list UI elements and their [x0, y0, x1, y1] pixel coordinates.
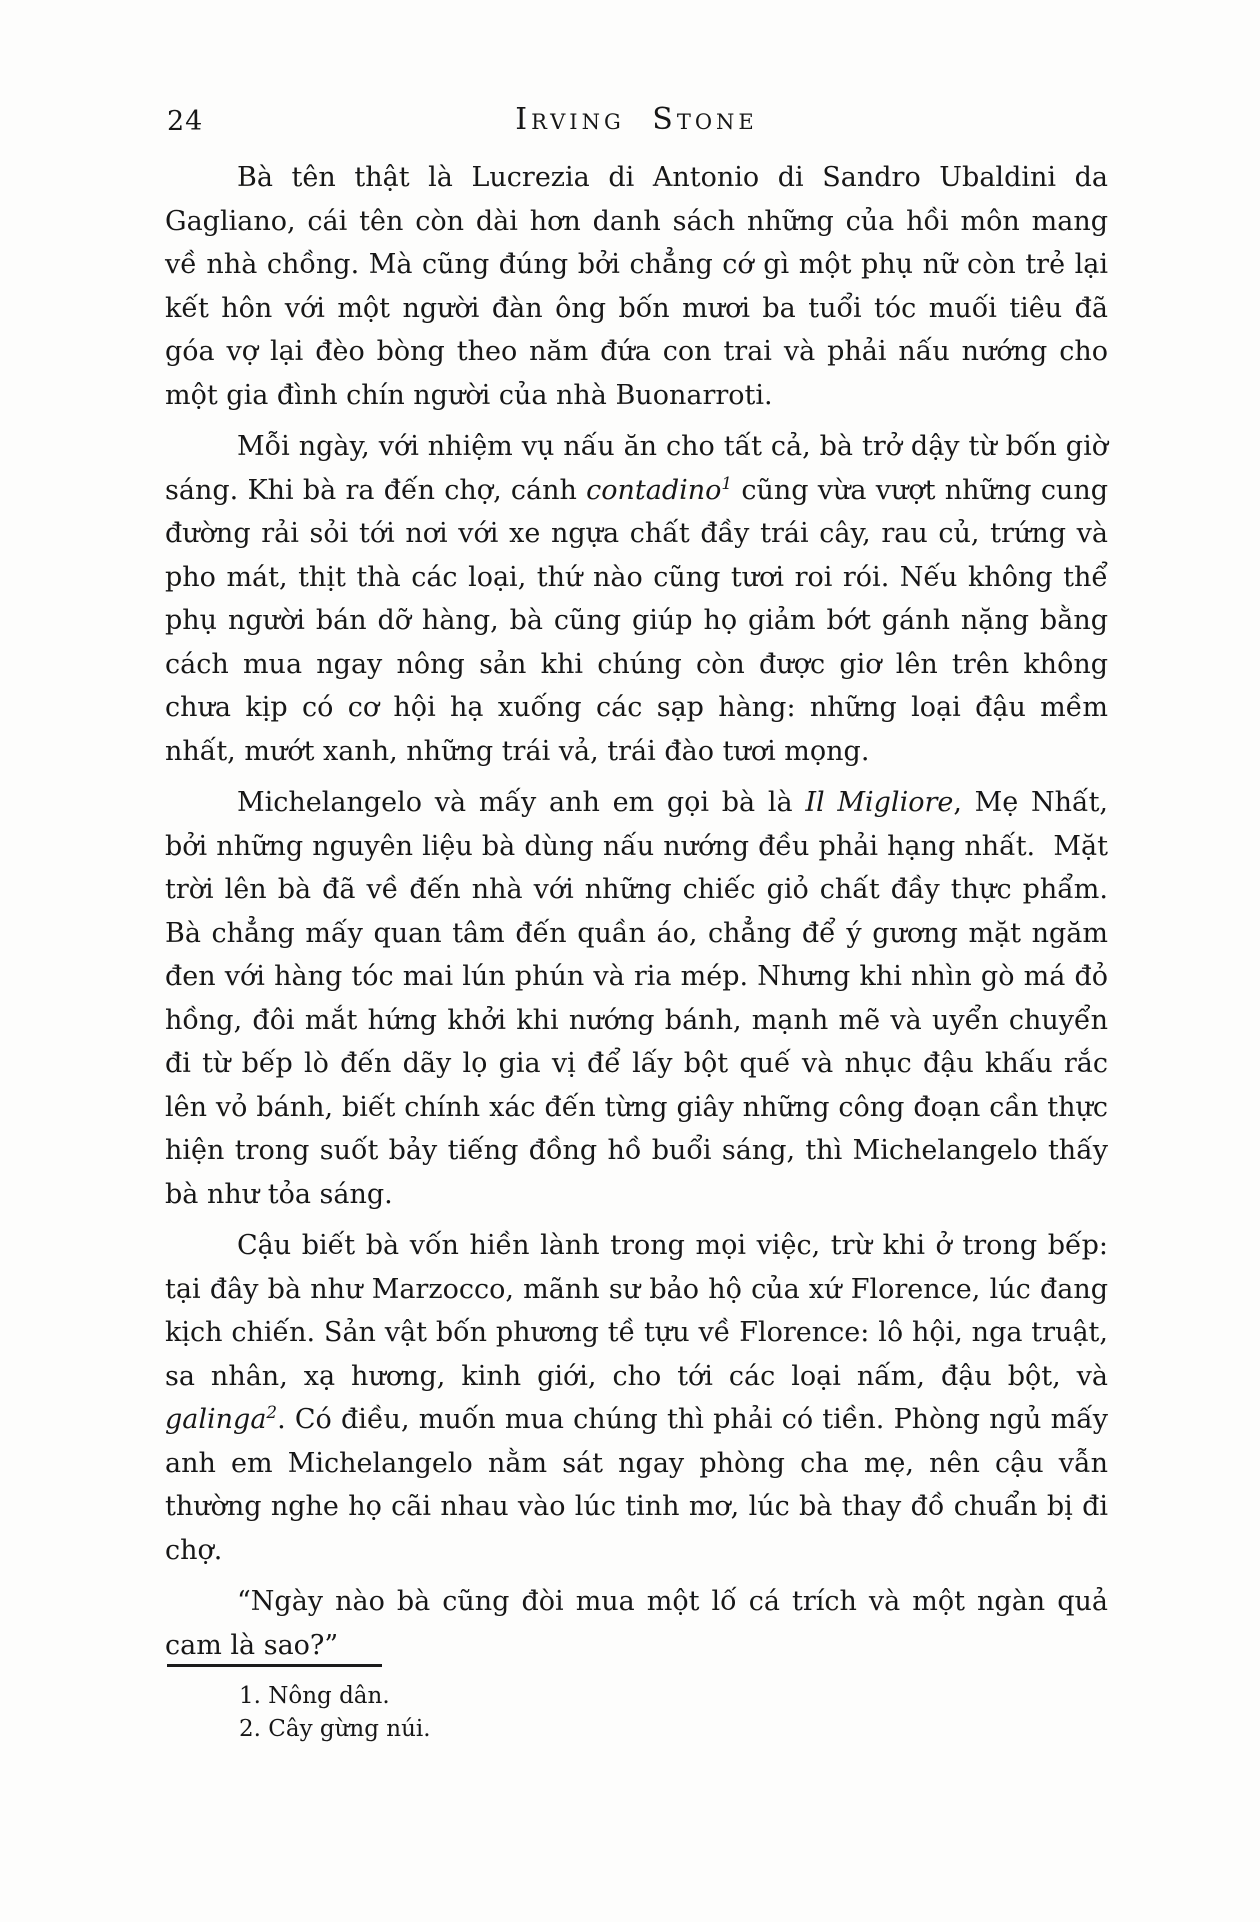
page-number: 24	[167, 106, 204, 137]
text-block	[165, 156, 1108, 1675]
page-header	[165, 102, 1108, 146]
footnote-item: 2. Cây gừng núi.	[239, 1716, 431, 1742]
text-segment: 1	[721, 472, 733, 493]
footnote-item: 1. Nông dân.	[239, 1683, 390, 1709]
text-segment: Michelangelo và mấy anh em gọi bà là	[237, 787, 806, 818]
footnote-divider	[167, 1664, 382, 1667]
footnotes	[165, 1664, 431, 1746]
text-segment: cũng vừa vượt những cung đường rải sỏi tới nơi với xe ngựa chất đầy trái cây, rau củ, trứng và pho mát, thịt thà các loại, thứ nào cũng tươi roi rói. Nếu không thể phụ người bán dỡ hàng, bà cũng giúp họ giảm bớt gánh nặng bằng cách mua ngay nông sản khi chúng còn được giơ lên trên không chưa kịp có cơ hội hạ xuống các sạp hàng: những loại đậu mềm nhất, mướt xanh, những trái vả, trái đào tươi mọng.	[165, 474, 1108, 767]
paragraph	[165, 781, 1108, 1216]
text-segment: Il Migliore	[805, 787, 954, 818]
paragraph	[165, 425, 1108, 773]
paragraph	[165, 156, 1108, 417]
text-segment: contadino	[586, 474, 722, 506]
text-segment: , Mẹ Nhất, bởi những nguyên liệu bà dùng nấu nướng đều phải hạng nhất. Mặt trời lên bà đã về đến nhà với những chiếc giỏ chất đầy thực phẩm. Bà chẳng mấy quan tâm đến quần áo, chẳng để ý gương mặt ngăm đen với hàng tóc mai lún phún và ria mép. Nhưng khi nhìn gò má đỏ hồng, đôi mắt hứng khởi khi nướng bánh, mạnh mẽ và uyển chuyển đi từ bếp lò đến dãy lọ gia vị để lấy bột quế và nhục đậu khấu rắc lên vỏ bánh, biết chính xác đến từng giây những công đoạn cần thực hiện trong suốt bảy tiếng đồng hồ buổi sáng, thì Michelangelo thấy bà như tỏa sáng.	[165, 787, 1109, 1210]
text-segment: galinga	[165, 1404, 267, 1435]
text-segment: “Ngày nào bà cũng đòi mua một lố cá trích và một ngàn quả cam là sao?”	[165, 1586, 1108, 1661]
paragraph	[165, 1580, 1108, 1667]
text-segment: Mỗi ngày, với nhiệm vụ nấu ăn cho tất cả, bà trở dậy từ bốn giờ sáng. Khi bà ra đến chợ, cánh	[165, 431, 1108, 506]
text-segment: 2	[266, 1402, 278, 1422]
paragraph	[165, 1224, 1108, 1572]
running-title: Irving Stone	[515, 102, 758, 137]
text-segment: Cậu biết bà vốn hiền lành trong mọi việc, trừ khi ở trong bếp: tại đây bà như Marzocco, mãnh sư bảo hộ của xứ Florence, lúc đang kịch chiến. Sản vật bốn phương tề tựu về Florence: lô hội, nga truật, sa nhân, xạ hương, kinh giới, cho tới các loại nấm, đậu bột, và	[165, 1230, 1108, 1392]
text-segment: . Có điều, muốn mua chúng thì phải có tiền. Phòng ngủ mấy anh em Michelangelo nằm sát ngay phòng cha mẹ, nên cậu vẫn thường nghe họ cãi nhau vào lúc tinh mơ, lúc bà thay đồ chuẩn bị đi chợ.	[165, 1404, 1108, 1566]
text-segment: Bà tên thật là Lucrezia di Antonio di Sandro Ubaldini da Gagliano, cái tên còn dài hơn danh sách những của hồi môn mang về nhà chồng. Mà cũng đúng bởi chẳng cớ gì một phụ nữ còn trẻ lại kết hôn với một người đàn ông bốn mươi ba tuổi tóc muối tiêu đã góa vợ lại đèo bòng theo năm đứa con trai và phải nấu nướng cho một gia đình chín người của nhà Buonarroti.	[165, 162, 1108, 411]
